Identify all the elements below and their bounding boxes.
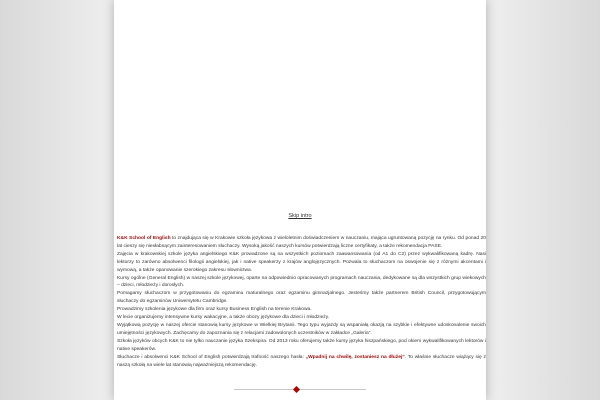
- intro-paragraph-2: Zajęcia w krakowskiej szkole języka angielskiego K&K prowadzone są na wszystkich poziomach zaawansowania (od A1 do C2) przez wykwalifikowaną kadrę. Nasi lektorzy to zarówno absolwenci filologii angielskiej, jak i native speakerzy z krajów anglojęzycznych. Pozwala to słuchaczom na oswojenie się z różnymi akcentami i wymową, a także opanowanie szerokiego zakresu słownictwa.: [117, 251, 486, 273]
- intro-paragraph-1-text: to znajdująca się w Krakowie szkoła językowa z wieloletnim doświadczeniem w nauczaniu, mająca ugruntowaną pozycję na rynku. Od ponad 20 lat cieszy się niesłabnącym zainteresowaniem słuchaczy. Wysoką jakość naszych kursów potwierdzają liczne certyfikaty, a także rekomendacja PASE.: [117, 236, 486, 249]
- paragraph-9-start: Słuchacze i absolwenci K&K School of English potwierdzają trafność naszego hasła:: [117, 354, 306, 360]
- skip-intro-link[interactable]: Skip intro: [288, 213, 312, 219]
- divider-diamond-icon: [293, 386, 300, 393]
- intro-paragraph-5: Prowadzimy szkolenia językowe dla firm oraz kursy Business English na terenie Krakowa.: [117, 307, 312, 313]
- intro-paragraph-9: [117, 354, 486, 370]
- intro-paragraph-3: Kursy ogólne (General English) w naszej szkole językowej, oparte na odpowiednio opracowanych programach nauczania, dedykowane są dla wszystkich grup wiekowych – dzieci, młodzieży i dorosłych.: [117, 275, 486, 289]
- intro-paragraph-7: Wyjątkową pozycję w naszej ofercie stanowią kursy językowe w Wielkiej Brytanii. Tego typu wyjazdy są wspaniałą okazją na szybkie i efektywne udoskonalenie swoich umiejętności językowych. Zachęcamy do zapoznania się z relacjami zadowolonych uczestników w zakładce „Galeria”.: [117, 322, 486, 336]
- paragraph-9-end: . To właśnie słuchacze wiążący się z naszą szkołą na wiele lat stanowią najważniejszą rekomendację.: [117, 354, 486, 368]
- intro-paragraph-4: Pomagamy słuchaczom w przygotowaniu do egzaminu maturalnego oraz egzaminu gimnazjalnego. Jesteśmy także partnerem British Council, przygotowującym słuchaczy do egzaminów Uniwersytetu Cambridge.: [117, 291, 486, 305]
- slogan-quote: „Wpadnij na chwilę, zostaniesz na dłużej”: [305, 354, 405, 360]
- intro-text: [117, 235, 486, 369]
- intro-paragraph-6: W lecie organizujemy intensywne kursy wakacyjne, a także obozy językowe dla dzieci i młodzieży.: [117, 315, 330, 321]
- intro-paragraph-8: Szkoła języków obcych K&K to nie tylko nauczanie języka Szekspira. Od 2013 roku oferujemy także kursy języka hiszpańskiego, pod okiem wykwalifikowanych lektorów i native speakerów.: [117, 338, 486, 352]
- intro-paragraph-1: [117, 235, 486, 251]
- brand-name: K&K School of English: [117, 236, 171, 241]
- content-page: [114, 0, 486, 400]
